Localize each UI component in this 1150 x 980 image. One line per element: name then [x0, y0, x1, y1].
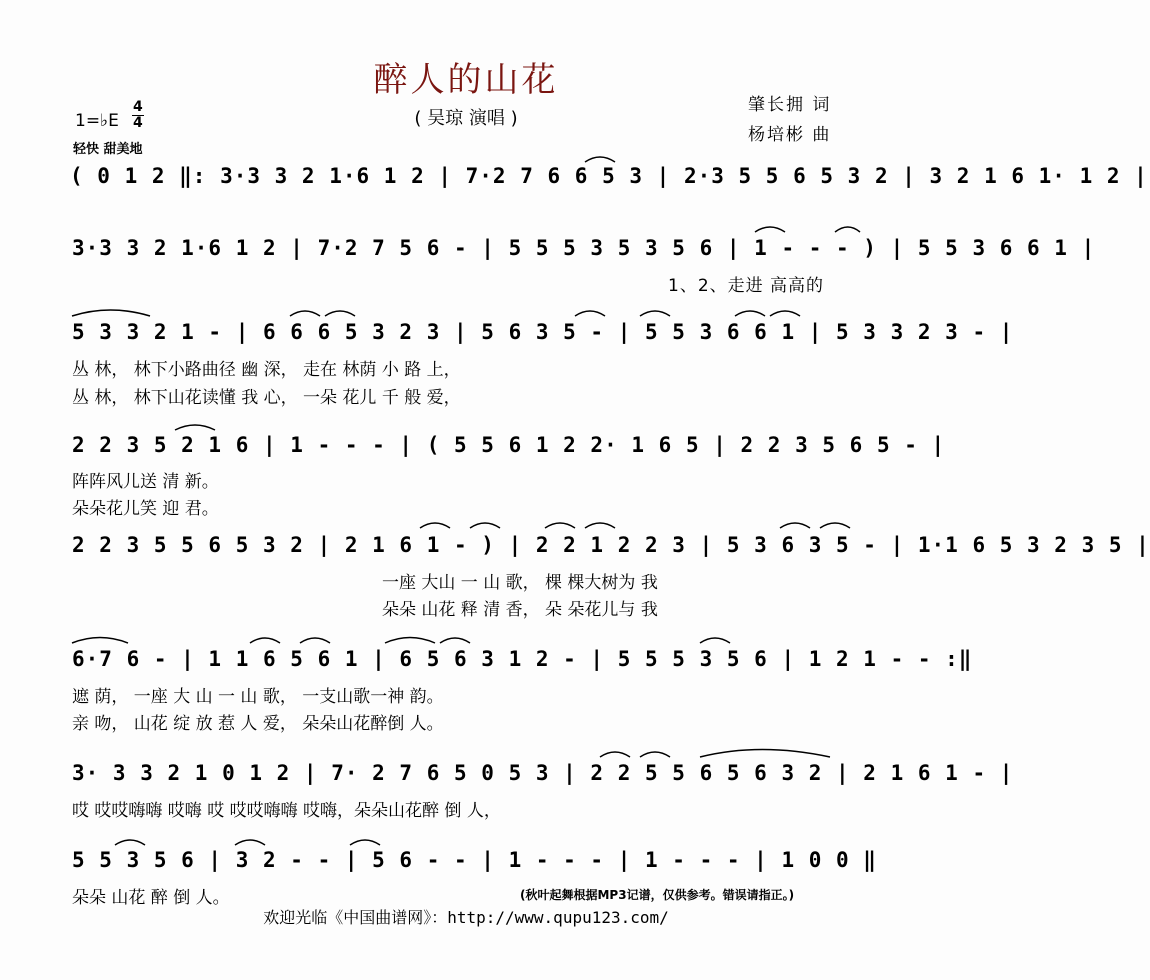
site-footer: 欢迎光临《中国曲谱网》：http://www.qupu123.com/: [263, 908, 669, 927]
time-bottom: 4: [133, 115, 143, 131]
notation-row-2: 3·3 3 2 1·6 1 2 | 7·2 7 5 6 - | 5 5 5 3 5 3 5 6 | 1 - - - ) | 5 5 3 6 6 1 |: [72, 236, 1096, 260]
song-subtitle: ( 吴琼 演唱 ): [414, 108, 518, 129]
lyric-row-3-verse-2: 丛 林， 林下山花读懂 我 心， 一朵 花儿 千 般 爱，: [72, 388, 461, 408]
lyric-row-4-verse-1: 阵阵风儿送 清 新。: [72, 472, 219, 492]
notation-row-4: 2 2 3 5 2 1 6 | 1 - - - | ( 5 5 6 1 2 2· 1 6 5 | 2 2 3 5 6 5 - |: [72, 433, 946, 457]
notation-row-8: 5 5 3 5 6 | 3 2 - - | 5 6 - - | 1 - - - | 1 - - - | 1 0 0 ‖: [72, 848, 877, 872]
lyric-row-5-verse-2: 朵朵 山花 释 清 香， 朵 朵花儿与 我: [382, 600, 658, 620]
lyric-row-3-verse-1: 丛 林， 林下小路曲径 幽 深， 走在 林荫 小 路 上，: [72, 360, 461, 380]
notation-row-7: 3· 3 3 2 1 0 1 2 | 7· 2 7 6 5 0 5 3 | 2 2 5 5 6 5 6 3 2 | 2 1 6 1 - |: [72, 761, 1014, 785]
composer-credit: 杨培彬 曲: [748, 125, 832, 145]
lyric-row-6-verse-1: 遮 荫， 一座 大 山 一 山 歌， 一支山歌一神 韵。: [72, 687, 444, 707]
time-top: 4: [133, 99, 143, 115]
lyric-row-2: 1、2、走进 高高的: [668, 276, 825, 296]
key-signature: 1=♭E: [75, 111, 119, 131]
song-title: 醉人的山花: [373, 60, 559, 100]
notation-row-1: ( 0 1 2 ‖: 3·3 3 2 1·6 1 2 | 7·2 7 6 6 5 3 | 2·3 5 5 6 5 3 2 | 3 2 1 6 1· 1 2 |: [70, 164, 1148, 188]
notation-row-6: 6·7 6 - | 1 1 6 5 6 1 | 6 5 6 3 1 2 - | 5 5 5 3 5 6 | 1 2 1 - - :‖: [72, 647, 973, 671]
lyricist-credit: 肇长拥 词: [748, 95, 832, 115]
tempo-marking: 轻快 甜美地: [73, 142, 143, 157]
lyric-row-8: 朵朵 山花 醉 倒 人。: [72, 888, 230, 908]
lyric-row-5-verse-1: 一座 大山 一 山 歌， 棵 棵大树为 我: [382, 573, 658, 593]
lyric-row-6-verse-2: 亲 吻， 山花 绽 放 惹 人 爱， 朵朵山花醉倒 人。: [72, 714, 444, 734]
notation-row-5: 2 2 3 5 5 6 5 3 2 | 2 1 6 1 - ) | 2 2 1 2 2 3 | 5 3 6 3 5 - | 1·1 6 5 3 2 3 5 |: [72, 533, 1150, 557]
lyric-row-4-verse-2: 朵朵花儿笑 迎 君。: [72, 499, 219, 519]
notation-row-3: 5 3 3 2 1 - | 6 6 6 5 3 2 3 | 5 6 3 5 - | 5 5 3 6 6 1 | 5 3 3 2 3 - |: [72, 320, 1014, 344]
lyric-row-7: 哎 哎哎嗨嗨 哎嗨 哎 哎哎嗨嗨 哎嗨，朵朵山花醉 倒 人，: [72, 801, 501, 821]
transcription-note: (秋叶起舞根据MP3记谱，仅供参考。错误请指正。): [520, 888, 795, 902]
